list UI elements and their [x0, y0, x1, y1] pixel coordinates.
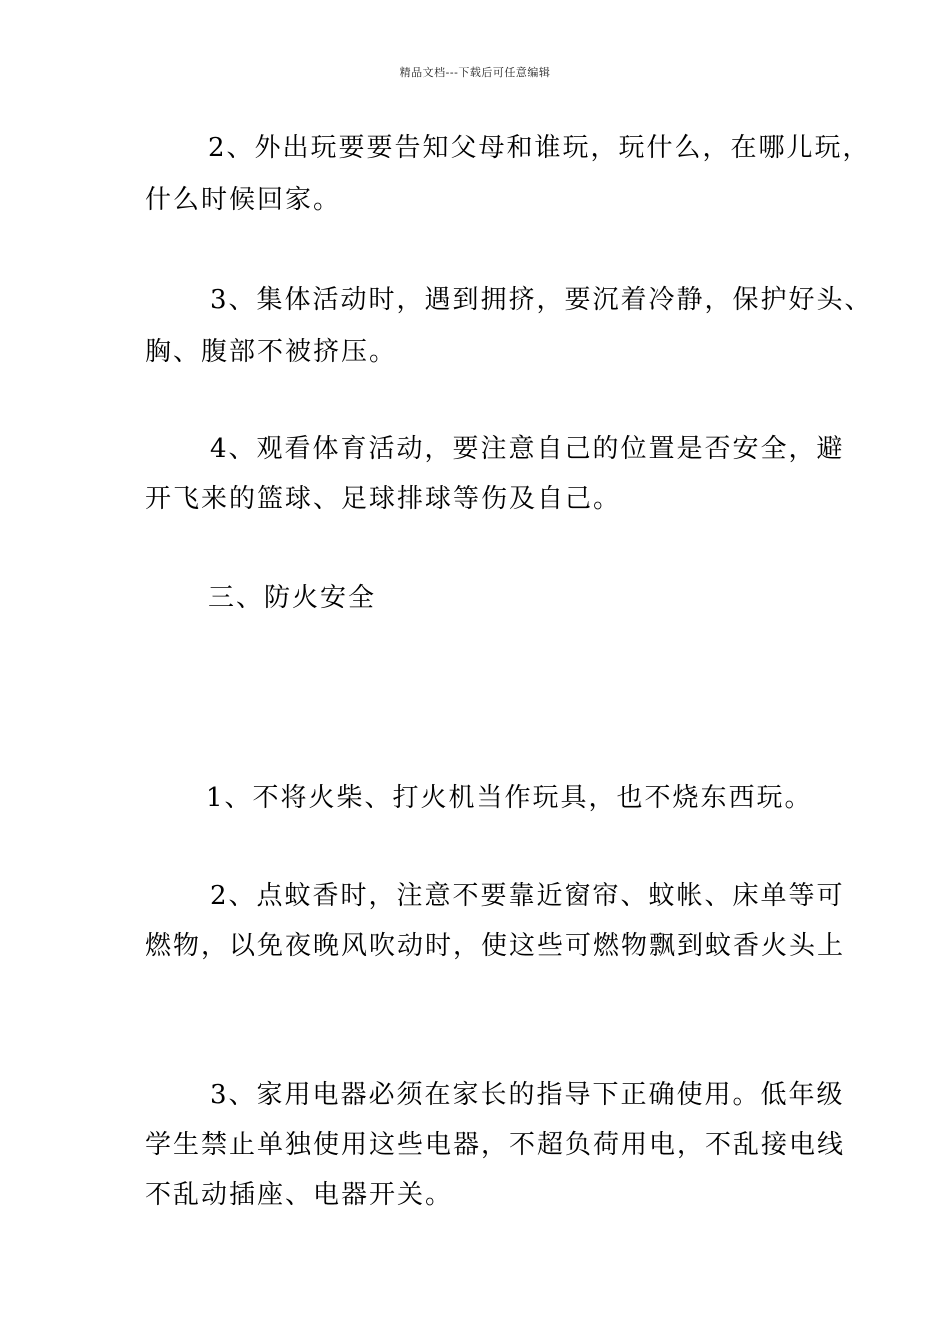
paragraph-3-line-1: 3、集体活动时，遇到拥挤，要沉着冷静，保护好头、: [210, 285, 873, 315]
paragraph-2-line-2: 什么时候回家。: [145, 185, 342, 215]
page-header: 精品文档---下载后可任意编辑: [399, 66, 551, 79]
paragraph-4-line-2: 开飞来的篮球、足球排球等伤及自己。: [145, 484, 622, 514]
fire-item-2-line-1: 2、点蚊香时，注意不要靠近窗帘、蚊帐、床单等可: [210, 881, 845, 911]
fire-item-3-line-3: 不乱动插座、电器开关。: [145, 1180, 454, 1210]
paragraph-3-line-2: 胸、腹部不被挤压。: [145, 337, 398, 367]
paragraph-2-line-1: 2、外出玩要要告知父母和谁玩，玩什么，在哪儿玩，: [208, 133, 871, 163]
fire-item-2-line-2: 燃物，以免夜晚风吹动时，使这些可燃物飘到蚊香火头上: [145, 931, 846, 961]
fire-item-3-line-2: 学生禁止单独使用这些电器，不超负荷用电，不乱接电线: [145, 1130, 846, 1160]
section-heading: 三、防火安全: [208, 583, 377, 613]
fire-item-3-line-1: 3、家用电器必须在家长的指导下正确使用。低年级: [210, 1080, 845, 1110]
paragraph-4-line-1: 4、观看体育活动，要注意自己的位置是否安全，避: [210, 434, 845, 464]
fire-item-1-line-1: 1、不将火柴、打火机当作玩具，也不烧东西玩。: [206, 783, 813, 813]
